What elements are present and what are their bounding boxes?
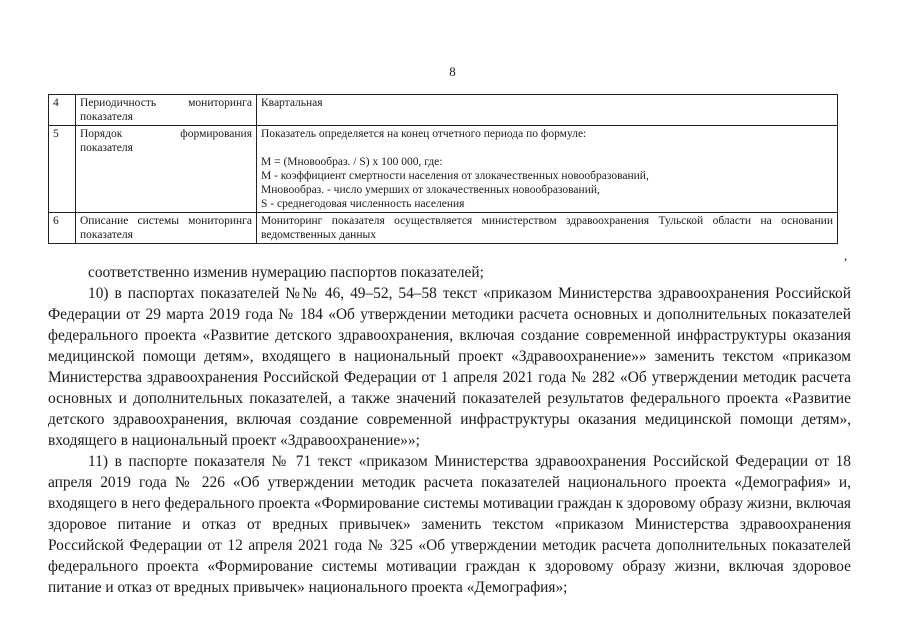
value-line: Показатель определяется на конец отчетного периода по формуле: — [261, 128, 587, 140]
table-trailing-comma: , — [844, 248, 848, 263]
paragraph: 10) в паспортах показателей №№ 46, 49–52, 54–58 текст «приказом Министерства здравоохранения Российской Федерации от 29 марта 2019 года № 184 «Об утверждении методики расчета основных и дополнительных показателей федерального проекта «Развитие детского здравоохранения, включая создание современной инфраструктуры оказания медицинской помощи детям», входящего в национальный проект «Здравоохранение»» заменить текстом «приказом Министерства здравоохранения Российской Федерации от 1 апреля 2021 года № 282 «Об утверждении методик расчета основных и дополнительных показателей, а также значений показателей результатов федерального проекта «Развитие детского здравоохранения, включая создание современной инфраструктуры оказания медицинской помощи детям», входящего в национальный проект «Здравоохранение»»; — [48, 285, 851, 449]
value-line: Мновообраз. - число умерших от злокачественных новообразований, — [261, 184, 600, 196]
row-value — [257, 126, 838, 213]
row-number: 5 — [49, 126, 76, 213]
page-number: 8 — [449, 64, 456, 79]
paragraph: соответственно изменив нумерацию паспортов показателей; — [88, 264, 484, 281]
value-line: Квартальная — [261, 97, 323, 109]
row-number: 4 — [49, 95, 76, 126]
row-value — [257, 95, 838, 126]
value-line: S - среднегодовая численность населения — [261, 198, 465, 210]
value-line: М - коэффициент смертности населения от злокачественных новообразований, — [261, 170, 649, 182]
row-name: Порядок формирования показателя — [76, 126, 257, 213]
row-value — [257, 213, 838, 244]
row-name: Описание системы мониторинга показателя — [76, 213, 257, 244]
table-row — [49, 126, 838, 213]
table-row — [49, 95, 838, 126]
row-number: 6 — [49, 213, 76, 244]
document-body — [48, 262, 851, 598]
paragraph: 11) в паспорте показателя № 71 текст «приказом Министерства здравоохранения Российской Федерации от 18 апреля 2019 года № 226 «Об утверждении методик расчета показателей национального проекта «Демография» и, входящего в него федерального проекта «Формирование системы мотивации граждан к здоровому образу жизни, включая здоровое питание и отказ от вредных привычек» заменить текстом «приказом Министерства здравоохранения Российской Федерации от 12 апреля 2021 года № 325 «Об утверждении методик расчета дополнительных показателей федерального проекта «Формирование системы мотивации граждан к здоровому образу жизни, включая здоровое питание и отказ от вредных привычек» национального проекта «Демография»; — [48, 453, 851, 596]
formula-line: М = (Мновообраз. / S) х 100 000, где: — [261, 156, 443, 168]
value-line-blank — [261, 141, 833, 155]
table-row — [49, 213, 838, 244]
passport-table — [48, 94, 838, 244]
row-name: Периодичность мониторинга показателя — [76, 95, 257, 126]
value-line: Мониторинг показателя осуществляется министерством здравоохранения Тульской области на основании ведомственных данных — [261, 215, 833, 241]
